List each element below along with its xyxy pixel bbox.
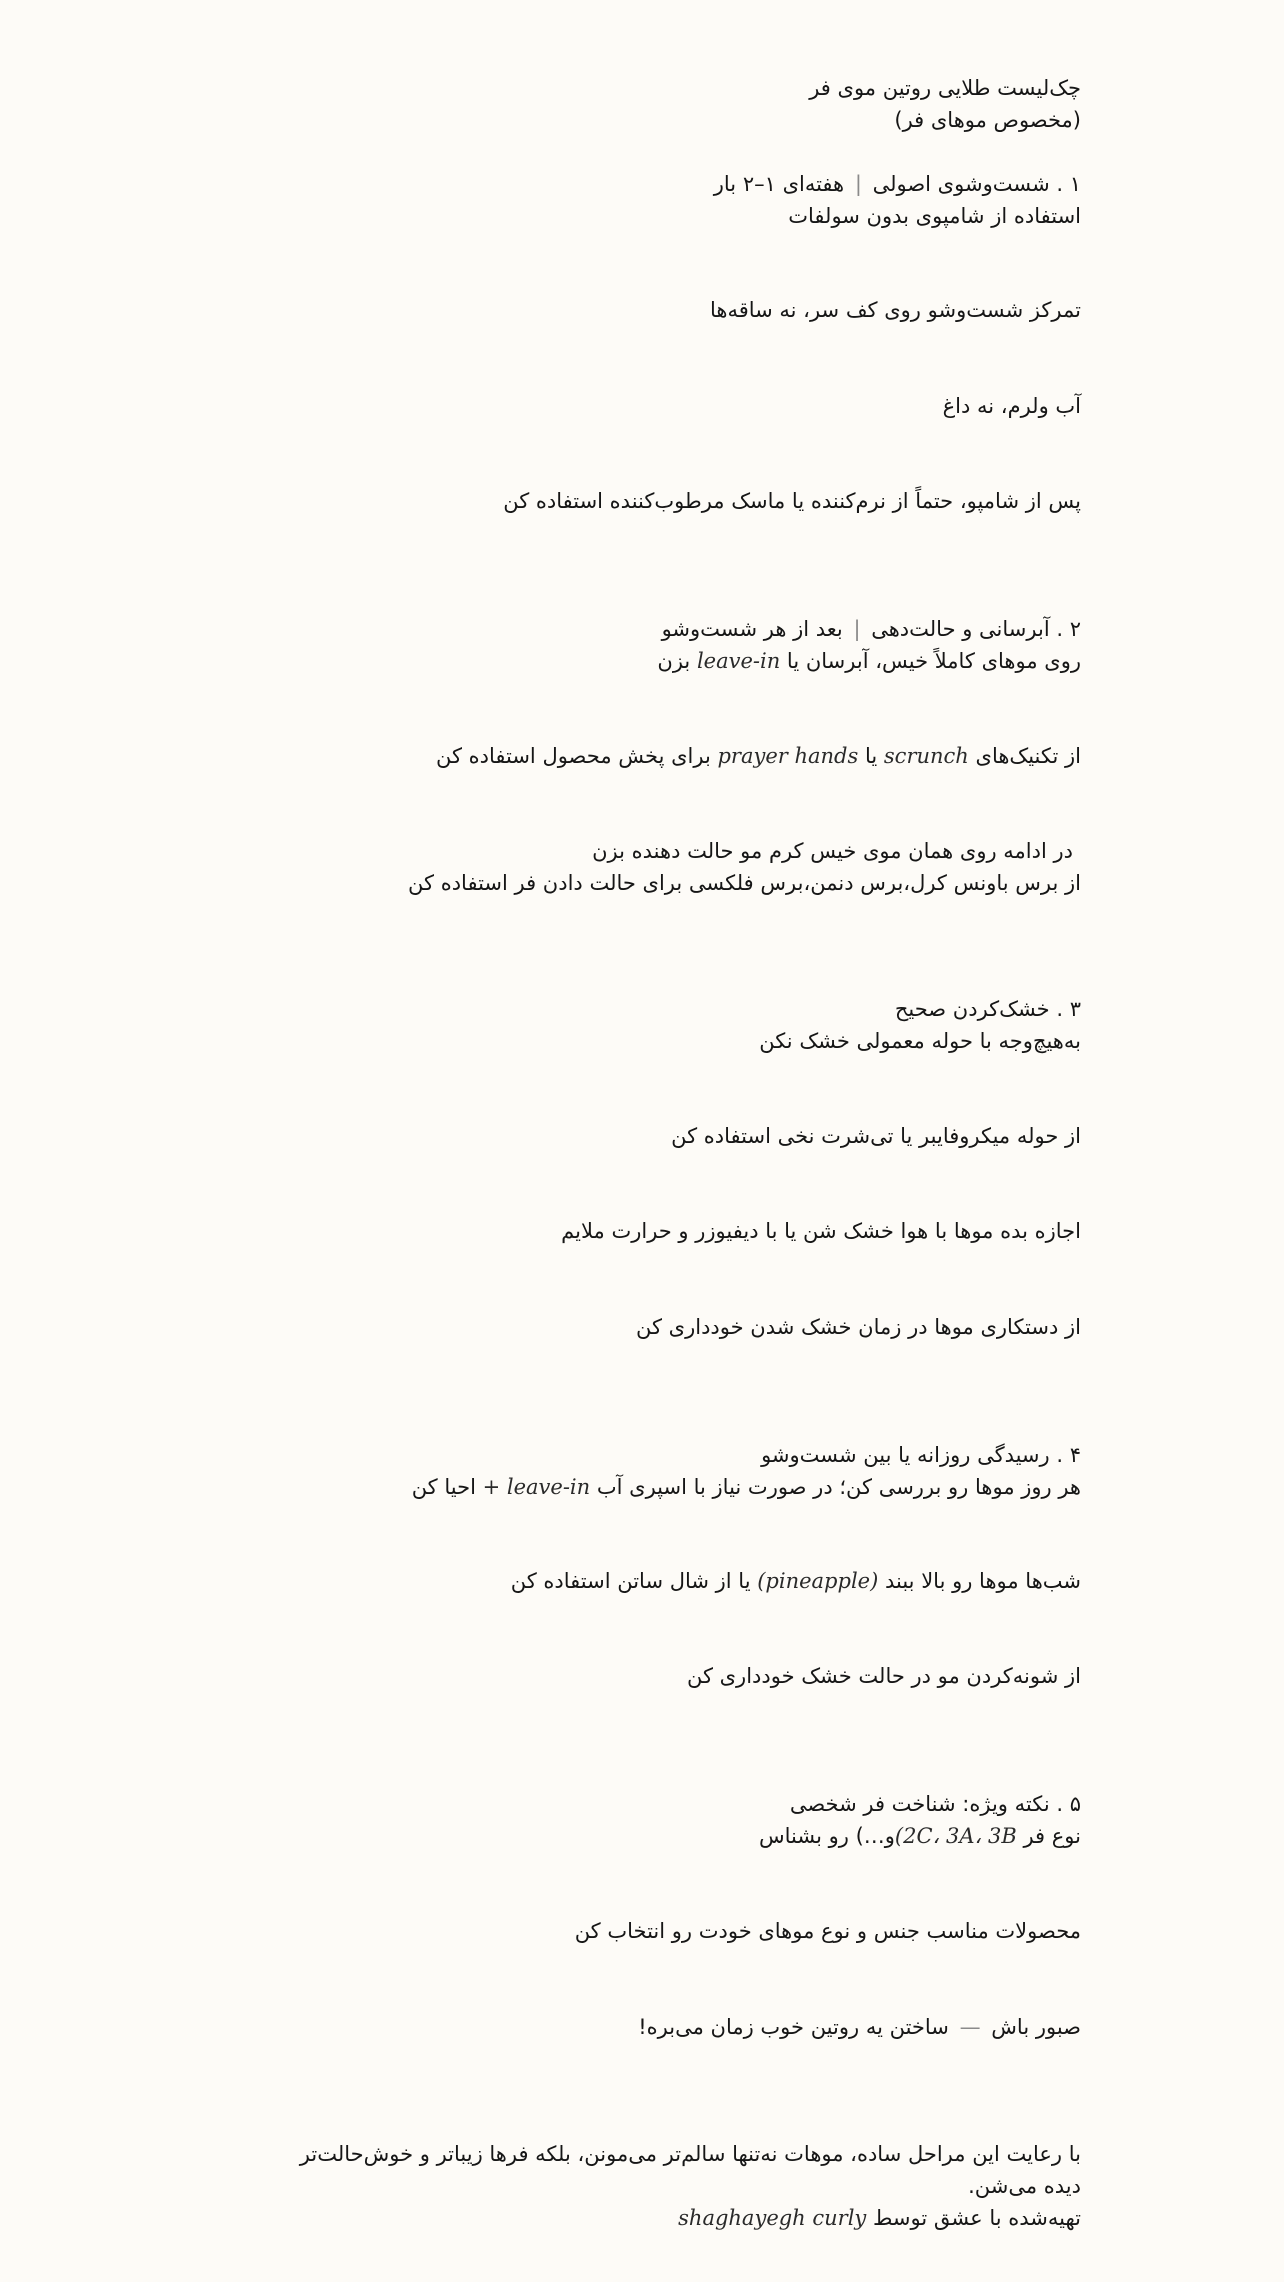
title-line-2: (مخصوص موهای فر) [894, 108, 1081, 132]
section-4-item [511, 1565, 1081, 1597]
item-text: یا از شال ساتن استفاده کن [510, 1569, 751, 1593]
section-name: خشک‌کردن صحیح [894, 997, 1050, 1021]
section-5-heading [790, 1788, 1081, 1820]
section-1-item: استفاده از شامپوی بدون سولفات [788, 204, 1081, 228]
section-1-heading [714, 168, 1081, 200]
signature [678, 2202, 1081, 2234]
section-3-item: اجازه بده موها با هوا خشک شن یا با دیفیوزر و حرارت ملایم [561, 1219, 1081, 1243]
item-text: احیا کن [411, 1475, 476, 1499]
section-1-item: تمرکز شست‌وشو روی کف سر، نه ساقه‌ها [709, 298, 1081, 322]
signature-prefix: تهیه‌شده با عشق توسط [872, 2206, 1081, 2230]
section-frequency: بعد از هر شست‌وشو [661, 617, 843, 641]
section-number: ۵ . [1056, 1792, 1081, 1816]
section-name: رسیدگی روزانه یا بین شست‌وشو [761, 1443, 1050, 1467]
curl-types: (2C، 3A، 3B [894, 1824, 1017, 1848]
section-2-item: از برس باونس کرل،برس دنمن،برس فلکسی برای حالت دادن فر استفاده کن [408, 871, 1081, 895]
style-term: (pineapple) [757, 1569, 879, 1593]
section-5-item [759, 1820, 1081, 1852]
section-number: ۳ . [1056, 997, 1081, 1021]
section-5-item: محصولات مناسب جنس و نوع موهای خودت رو انتخاب کن [574, 1919, 1081, 1943]
item-text: بزن [657, 649, 691, 673]
heading-separator: | [853, 617, 861, 641]
section-1-item: پس از شامپو، حتماً از نرم‌کننده یا ماسک مرطوب‌کننده استفاده کن [503, 489, 1081, 513]
heading-separator: | [854, 172, 862, 196]
item-text: ساختن یه روتین خوب زمان می‌بره! [638, 2015, 949, 2039]
item-text: و…) [855, 1824, 895, 1848]
item-text: یا [864, 744, 878, 768]
item-text: شب‌ها موها رو بالا ببند [884, 1569, 1081, 1593]
section-name: آبرسانی و حالت‌دهی [871, 617, 1050, 641]
section-4-item: از شونه‌کردن مو در حالت خشک خودداری کن [686, 1664, 1081, 1688]
section-3-item: از دستکاری موها در زمان خشک شدن خودداری کن [636, 1315, 1081, 1339]
section-name: نکته ویژه: شناخت فر شخصی [789, 1792, 1050, 1816]
section-2-item: در ادامه روی همان موی خیس کرم مو حالت دهنده بزن [592, 839, 1073, 863]
product-term: + leave-in [482, 1475, 591, 1499]
section-3-heading [895, 993, 1081, 1025]
product-term: leave-in [696, 649, 781, 673]
section-number: ۱ . [1056, 172, 1081, 196]
author-name: shaghayegh curly [678, 2206, 867, 2230]
section-2-heading [662, 613, 1081, 645]
title-line-1: چک‌لیست طلایی روتین موی فر [809, 76, 1081, 100]
section-number: ۲ . [1056, 617, 1081, 641]
section-5-item [638, 2011, 1081, 2043]
section-2-item [657, 645, 1081, 677]
em-dash: — [959, 2015, 981, 2039]
closing-line-2: دیده می‌شن. [968, 2174, 1081, 2198]
item-text: صبور باش [991, 2015, 1081, 2039]
item-text: نوع فر [1023, 1824, 1081, 1848]
technique-term: scrunch [883, 744, 969, 768]
technique-term: prayer hands [717, 744, 859, 768]
section-4-heading [761, 1439, 1081, 1471]
item-text: روی موهای کاملاً خیس، آبرسان یا [786, 649, 1081, 673]
section-3-item: به‌هیچ‌وجه با حوله معمولی خشک نکن [759, 1029, 1081, 1053]
item-text: از تکنیک‌های [975, 744, 1081, 768]
item-text: برای پخش محصول استفاده کن [435, 744, 711, 768]
section-frequency: هفته‌ای ۱–۲ بار [713, 172, 845, 196]
section-name: شست‌وشوی اصولی [872, 172, 1050, 196]
section-number: ۴ . [1056, 1443, 1081, 1467]
section-1-item: آب ولرم، نه داغ [942, 394, 1081, 418]
section-3-item: از حوله میکروفایبر یا تی‌شرت نخی استفاده کن [671, 1124, 1081, 1148]
item-text: رو بشناس [758, 1824, 849, 1848]
section-4-item [412, 1471, 1081, 1503]
item-text: هر روز موها رو بررسی کن؛ در صورت نیاز با اسپری آب [596, 1475, 1081, 1499]
section-2-item [436, 740, 1081, 772]
closing-line-1: با رعایت این مراحل ساده، موهات نه‌تنها سالم‌تر می‌مونن، بلکه فرها زیباتر و خوش‌حالت‌تر [299, 2142, 1081, 2166]
